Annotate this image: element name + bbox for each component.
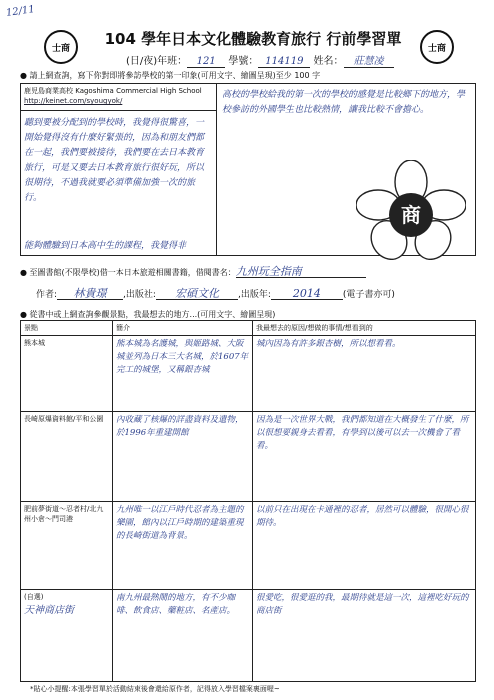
first-impression-left-2: 能夠體驗到日本高中生的課程，我覺得非 bbox=[24, 241, 187, 251]
first-impression-right: 高校的學校給我的第一次的學校的感覺是比較鄉下的地方，學校參訪的外國學生也比較熱情，讓我比較不會擔心。 bbox=[222, 90, 466, 115]
name-label: 姓名： bbox=[313, 56, 344, 67]
sakura-emblem bbox=[356, 160, 466, 260]
table-row bbox=[21, 502, 476, 590]
name-value: 莊慧凌 bbox=[344, 52, 394, 68]
spot-cell bbox=[21, 590, 113, 682]
section2-line1 bbox=[20, 266, 480, 278]
publisher-value: 宏碩文化 bbox=[156, 288, 238, 300]
spot-cell bbox=[21, 502, 113, 590]
table-row bbox=[21, 336, 476, 412]
bullet-icon: ● bbox=[20, 71, 27, 80]
school-emblem-right bbox=[420, 30, 454, 64]
section1-prompt bbox=[20, 70, 480, 81]
year-value: 2014 bbox=[271, 288, 343, 300]
table-row bbox=[21, 412, 476, 502]
reason-cell: 很愛吃，很愛逛的我，最期待就是這一次，這裡吃好玩的商店街 bbox=[253, 590, 476, 682]
spot-cell bbox=[21, 412, 113, 502]
spot-name: (自選) bbox=[24, 593, 44, 601]
emblem-text: 士商 bbox=[51, 43, 70, 54]
author-value: 林貴璟 bbox=[57, 288, 123, 300]
custom-spot-name: 天神商店街 bbox=[24, 605, 74, 616]
footer-note: *貼心小提醒:本張學習單於活動結束後會還給原作者，記得放入學習檔案裏面喔~ bbox=[30, 685, 280, 693]
publisher-label: ,出版社: bbox=[123, 290, 156, 300]
ebook-note: (電子書亦可) bbox=[342, 290, 395, 300]
intro-cell: 熊本城為名護城，與姬路城、大阪城並列為日本三大名城，於1607年完工的城堡，又稱銀杏城 bbox=[113, 336, 253, 412]
spot-name: 肥前夢街道～忍者村/北九州小倉～門司港 bbox=[24, 505, 104, 523]
intro-cell: 南九州最熱鬧的地方，有不少咖啡、飲食店、藥粧店、名產店。 bbox=[113, 590, 253, 682]
reason-cell: 城內因為有許多銀杏樹，所以想看看。 bbox=[253, 336, 476, 412]
section1-prompt-text: 請上網查詢，寫下你對即將參訪學校的第一印象(可用文字、繪圖呈現)至少 100 字 bbox=[29, 71, 321, 80]
author-label: 作者: bbox=[36, 290, 58, 300]
spots-table bbox=[20, 320, 476, 682]
intro-cell: 內收藏了核爆的詳盡資料及遺物，於1996年重建開館 bbox=[113, 412, 253, 502]
bullet-icon: ● bbox=[20, 310, 27, 319]
section2-prompt: 至圖書館(不限學校)借一本日本旅遊相關書籍，借閱書名： bbox=[29, 268, 236, 277]
emblem-text: 士商 bbox=[427, 43, 446, 54]
col-intro-header: 簡介 bbox=[113, 321, 253, 336]
bullet-icon: ● bbox=[20, 268, 27, 277]
school-info bbox=[24, 86, 214, 106]
table-row bbox=[21, 590, 476, 682]
student-info-line bbox=[126, 52, 394, 68]
reason-cell: 因為是一次世界大戰，我們都知道在大概發生了什麼，所以很想要親身去看看，有學到以後可以去一次機會了看看。 bbox=[253, 412, 476, 502]
spot-cell bbox=[21, 336, 113, 412]
margin-date-note: 12/11 bbox=[5, 4, 36, 19]
section3-prompt bbox=[20, 309, 480, 320]
class-value: 121 bbox=[187, 56, 225, 68]
col-spot-header: 景點 bbox=[21, 321, 113, 336]
page-title: 104 學年日本文化體驗教育旅行 行前學習單 bbox=[104, 30, 402, 48]
day-night-label: (日/夜)年班： bbox=[126, 56, 188, 67]
seat-label: 學號： bbox=[228, 56, 259, 67]
book-title-value: 九州玩全指南 bbox=[236, 266, 366, 278]
school-name: 鹿児島商業高校 Kagoshima Commercial High School bbox=[24, 87, 202, 95]
spot-name: 熊本城 bbox=[24, 339, 45, 347]
school-emblem-left bbox=[44, 30, 78, 64]
reason-cell: 以前只在出現在卡通裡的忍者，居然可以體驗，很開心很期待。 bbox=[253, 502, 476, 590]
intro-cell: 九州唯一以江戶時代忍者為主題的樂園，館內以江戶時期的建築重現的長崎街道為背景。 bbox=[113, 502, 253, 590]
first-impression-left: 聽到要被分配到的學校時，我覺得很驚喜，一開始覺得沒有什麼好緊張的，因為和朋友們都在一起，我們要被接待，我們要在去日本教育旅行，可是又要去日本教育旅行很好玩，所以很期待，不過我就要必須準備加強一次的旅行。 bbox=[24, 118, 205, 203]
emblem-character: 商 bbox=[401, 203, 421, 227]
section2-line2 bbox=[36, 288, 476, 301]
col-reason-header: 我最想去的原因/想做的事情/想看到的 bbox=[253, 321, 476, 336]
school-url-link[interactable]: http://keinet.com/syougyok/ bbox=[24, 97, 123, 105]
table-header-row bbox=[21, 321, 476, 336]
seat-value: 114119 bbox=[258, 56, 310, 68]
section3-prompt-text: 從書中或上網查詢參觀景點，我最想去的地方...(可用文字、繪圖呈現) bbox=[29, 310, 276, 319]
year-label: ,出版年: bbox=[237, 290, 271, 300]
spot-name: 長崎原爆資料館/平和公園 bbox=[24, 415, 104, 423]
